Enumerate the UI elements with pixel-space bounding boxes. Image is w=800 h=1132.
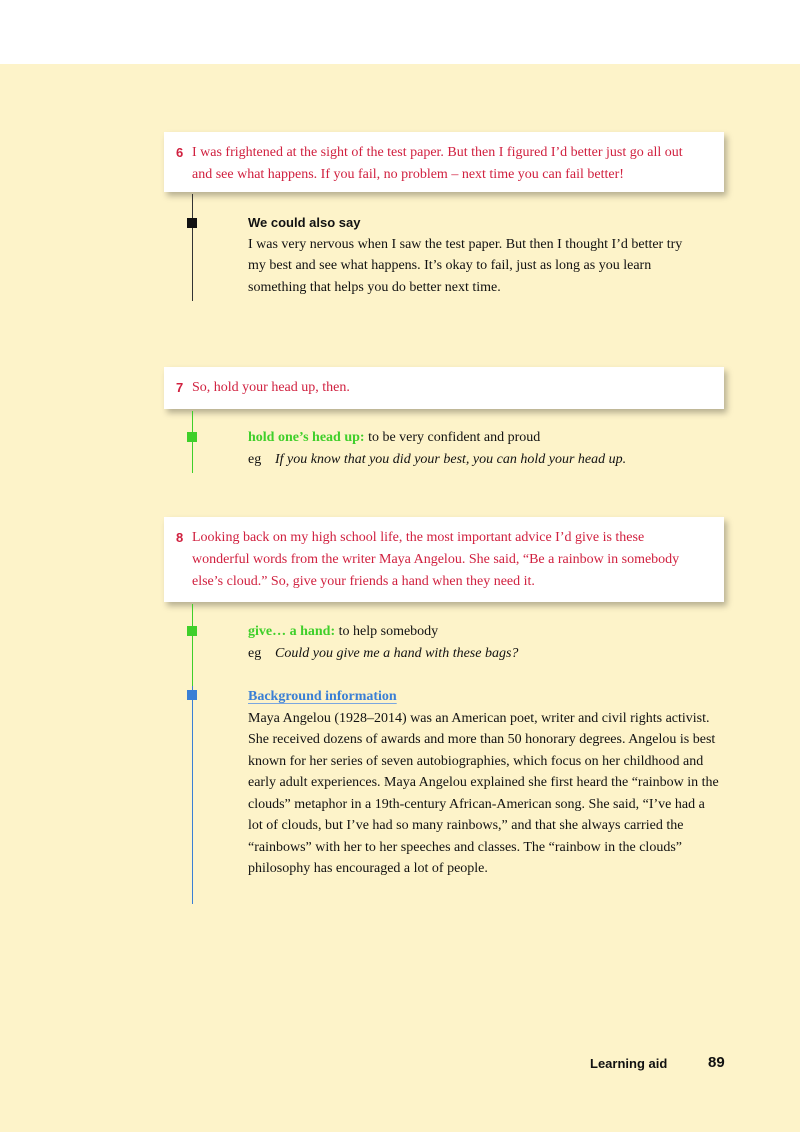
quote-text: Looking back on my high school life, the most important advice I’d give is these wonderful words from the writer Maya Angelou. She said, “Be a rainbow in somebody else’s cloud.” So, give your friends a hand when they need it. xyxy=(192,530,680,589)
green-square-icon xyxy=(187,626,197,636)
page-number: 89 xyxy=(708,1054,725,1071)
vocab-note xyxy=(248,427,728,470)
vocab-definition: to help somebody xyxy=(338,624,439,639)
vocab-term: hold one’s head up: xyxy=(248,430,365,445)
also-say-text: I was very nervous when I saw the test paper. But then I thought I’d better try my best and see what happens. It’s okay to fail, just as long as you learn something that helps you do better next time. xyxy=(248,236,683,295)
vocab-note xyxy=(248,621,728,664)
quote-box-8 xyxy=(164,517,724,602)
quote-box-6 xyxy=(164,132,724,192)
green-square-icon xyxy=(187,432,197,442)
background-info xyxy=(248,686,722,880)
vocab-term: give… a hand: xyxy=(248,624,336,639)
black-square-icon xyxy=(187,218,197,228)
example-sentence: If you know that you did your best, you can hold your head up. xyxy=(275,451,627,467)
item-number: 7 xyxy=(176,380,184,395)
item-number: 8 xyxy=(176,530,184,545)
eg-label: eg xyxy=(248,451,262,467)
vocab-line xyxy=(192,604,193,686)
vocab-definition: to be very confident and proud xyxy=(368,430,541,445)
blue-square-icon xyxy=(187,690,197,700)
vocab-line xyxy=(192,411,193,473)
quote-box-7 xyxy=(164,367,724,409)
footer-section-label: Learning aid xyxy=(590,1056,668,1071)
quote-text: So, hold your head up, then. xyxy=(192,380,350,395)
note-line xyxy=(192,194,193,301)
background-info-text: Maya Angelou (1928–2014) was an American poet, writer and civil rights activist. She received dozens of awards and more than 50 honorary degrees. Angelou is best known for her series of seven autobiographies, which focus on her childhood and early adult experiences. Maya Angelou explained she first heard the “rainbow in the clouds” metaphor in a 19th-century African-American song. She said, “I’ve had a lot of clouds, but I’ve had so many rainbows,” and that she always carried the “rainbows” with her to her speeches and classes. The “rainbow in the clouds” philosophy has encouraged a lot of people. xyxy=(248,710,719,876)
quote-text: I was frightened at the sight of the test paper. But then I figured I’d better just go all out and see what happens. If you fail, no problem – next time you can fail better! xyxy=(192,145,683,182)
also-say-heading: We could also say xyxy=(248,215,361,230)
background-info-heading: Background information xyxy=(248,689,397,704)
eg-label: eg xyxy=(248,645,262,661)
info-line xyxy=(192,686,193,904)
item-number: 6 xyxy=(176,145,184,160)
example-sentence: Could you give me a hand with these bags? xyxy=(275,645,519,661)
also-say-note xyxy=(248,212,728,298)
